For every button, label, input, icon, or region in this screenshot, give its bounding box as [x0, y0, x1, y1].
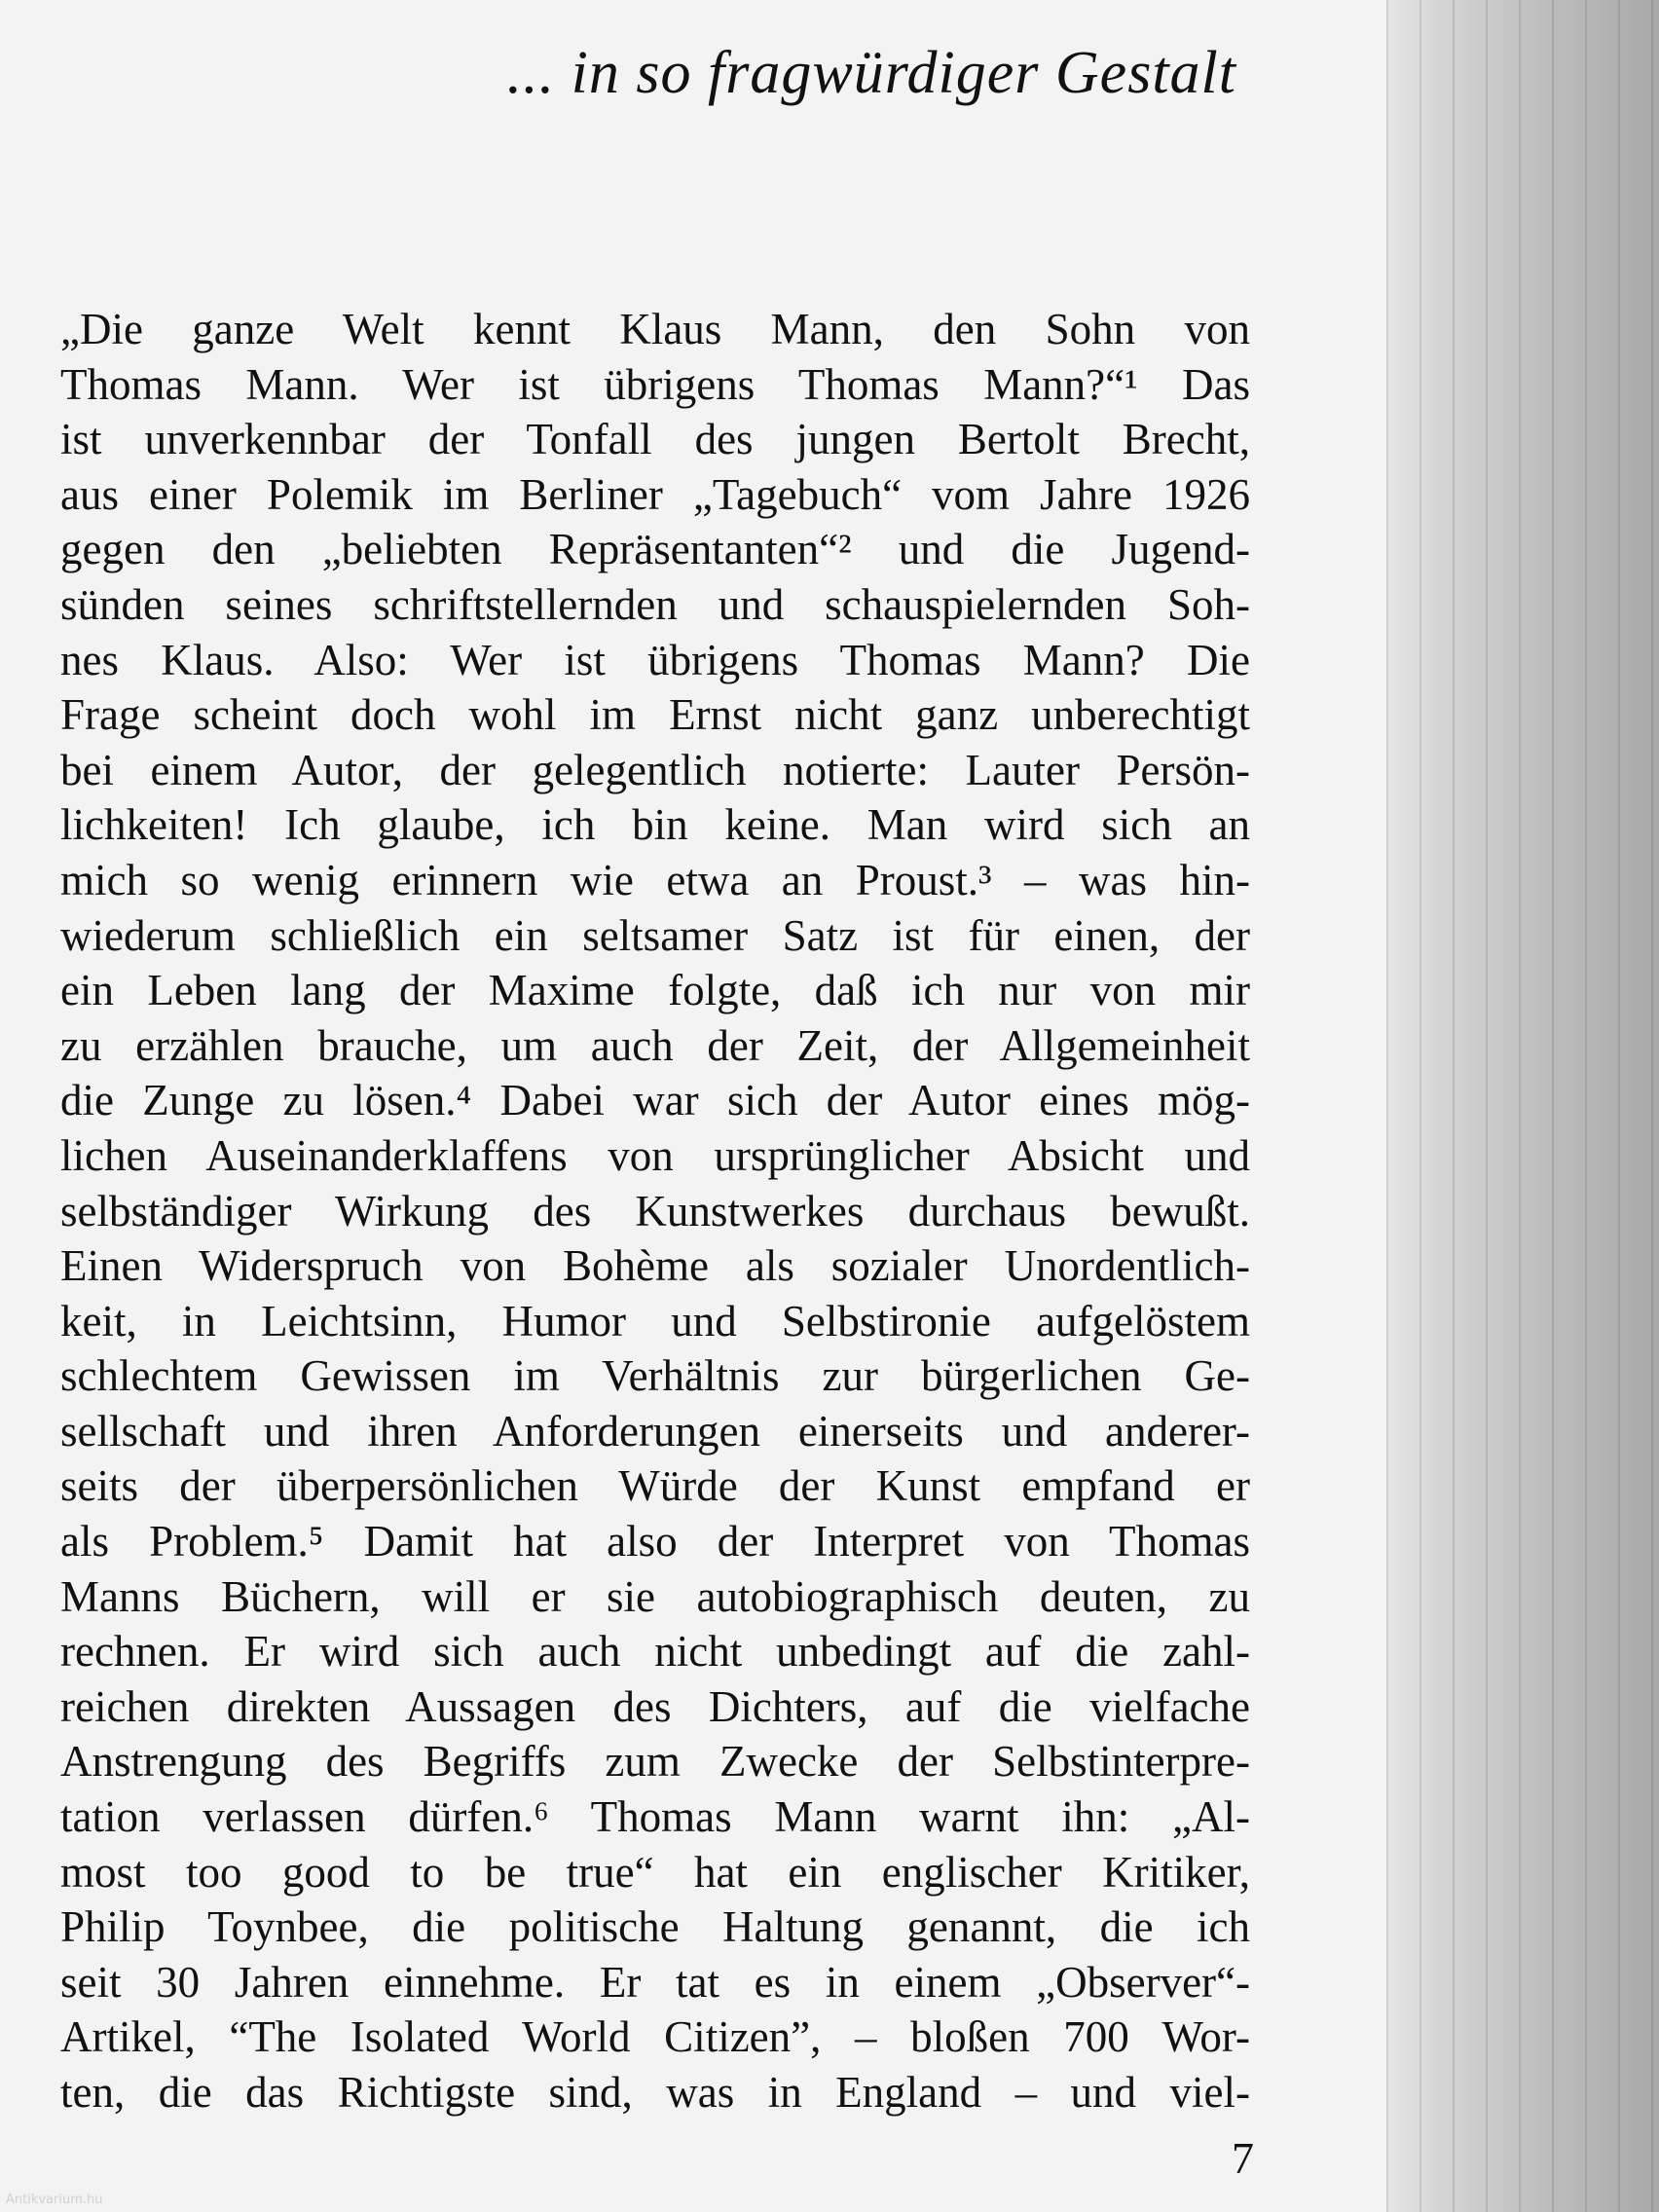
text-line: Artikel, “The Isolated World Citizen”, – bloßen 700 Wor-: [60, 2012, 1250, 2062]
text-line: ein Leben lang der Maxime folgte, daß ich nur von mir: [60, 966, 1250, 1015]
text-line: ist unverkennbar der Tonfall des jungen Bertolt Brecht,: [60, 415, 1250, 464]
adjacent-page-edge: [1386, 0, 1659, 2212]
text-line: rechnen. Er wird sich auch nicht unbedingt auf die zahl-: [60, 1627, 1250, 1677]
text-line: keit, in Leichtsinn, Humor und Selbstironie aufgelöstem: [60, 1296, 1250, 1346]
text-line: nes Klaus. Also: Wer ist übrigens Thomas Mann? Die: [60, 635, 1250, 684]
text-line: die Zunge zu lösen.⁴ Dabei war sich der Autor eines mög-: [60, 1076, 1250, 1125]
text-line: schlechtem Gewissen im Verhältnis zur bürgerlichen Ge-: [60, 1351, 1250, 1401]
text-line: bei einem Autor, der gelegentlich notierte: Lauter Persön-: [60, 745, 1250, 794]
text-line: Philip Toynbee, die politische Haltung genannt, die ich: [60, 1902, 1250, 1952]
text-line: most too good to be true“ hat ein englischer Kritiker,: [60, 1847, 1250, 1897]
text-line: tation verlassen dürfen.⁶ Thomas Mann warnt ihn: „Al-: [60, 1792, 1250, 1842]
text-line: mich so wenig erinnern wie etwa an Proust.³ – was hin-: [60, 855, 1250, 904]
text-line: seit 30 Jahren einnehme. Er tat es in einem „Observer“-: [60, 1957, 1250, 2007]
text-line: „Die ganze Welt kennt Klaus Mann, den Sohn von: [60, 305, 1250, 353]
text-line: gegen den „beliebten Repräsentanten“² und die Jugend-: [60, 525, 1250, 574]
text-line: lichen Auseinanderklaffens von ursprünglicher Absicht und: [60, 1130, 1250, 1180]
text-line: sellschaft und ihren Anforderungen einerseits und anderer-: [60, 1406, 1250, 1456]
text-line: reichen direkten Aussagen des Dichters, auf die vielfache: [60, 1681, 1250, 1731]
text-line: wiederum schließlich ein seltsamer Satz ist für einen, der: [60, 910, 1250, 960]
body-text: [60, 302, 1250, 2120]
running-head: ... in so fragwürdiger Gestalt: [506, 40, 1236, 106]
text-line: selbständiger Wirkung des Kunstwerkes durchaus bewußt.: [60, 1186, 1250, 1235]
text-line: Thomas Mann. Wer ist übrigens Thomas Mann?“¹ Das: [60, 359, 1250, 409]
text-line: lichkeiten! Ich glaube, ich bin keine. Man wird sich an: [60, 800, 1250, 850]
watermark: Antikvarium.hu: [6, 2193, 103, 2207]
text-line: als Problem.⁵ Damit hat also der Interpret von Thomas: [60, 1517, 1250, 1567]
text-line: aus einer Polemik im Berliner „Tagebuch“ vom Jahre 1926: [60, 469, 1250, 519]
text-line: ten, die das Richtigste sind, was in England – und viel-: [60, 2068, 1250, 2117]
text-line: seits der überpersönlichen Würde der Kunst empfand er: [60, 1461, 1250, 1511]
text-line: sünden seines schriftstellernden und schauspielernden Soh-: [60, 579, 1250, 629]
text-line: Manns Büchern, will er sie autobiographisch deuten, zu: [60, 1571, 1250, 1621]
text-line: Einen Widerspruch von Bohème als sozialer Unordentlich-: [60, 1241, 1250, 1291]
page-number: 7: [1232, 2133, 1254, 2183]
text-line: Frage scheint doch wohl im Ernst nicht ganz unberechtigt: [60, 690, 1250, 740]
text-line: zu erzählen brauche, um auch der Zeit, der Allgemeinheit: [60, 1020, 1250, 1070]
text-line: Anstrengung des Begriffs zum Zwecke der Selbstinterpre-: [60, 1737, 1250, 1787]
